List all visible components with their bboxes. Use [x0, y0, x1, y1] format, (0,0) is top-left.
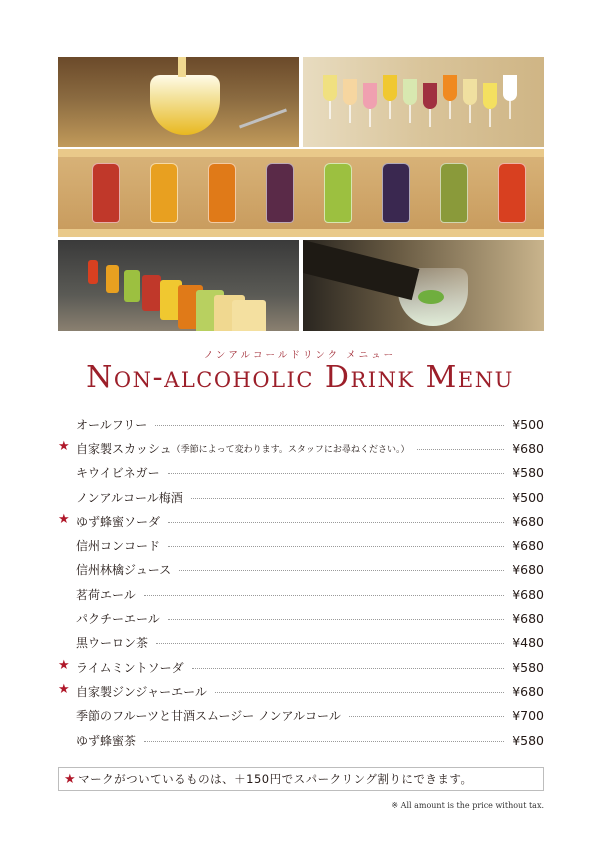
star-icon: ★ [58, 439, 70, 455]
menu-item-price: ¥500 [512, 416, 544, 432]
menu-item-name: 信州コンコード [76, 539, 161, 554]
glass-stem [349, 105, 351, 123]
menu-item-price: ¥580 [512, 465, 544, 481]
glass-stem [509, 101, 511, 119]
menu-item [58, 655, 544, 679]
photo-sparkling-pour [303, 240, 544, 331]
menu-item-note: （季節によって変わります。スタッフにお尋ねください。） [171, 444, 410, 455]
dotted-leader [349, 716, 504, 717]
menu-item-price: ¥700 [512, 708, 544, 724]
dotted-leader [192, 668, 505, 669]
menu-item-name: 季節のフルーツと甘酒スムージー ノンアルコール [76, 709, 341, 724]
menu-item [58, 509, 544, 533]
jar-image [382, 163, 410, 223]
notice-text: マークがついているものは、＋150円でスパークリング割りにできます。 [78, 772, 473, 786]
dotted-leader [155, 425, 504, 426]
menu-item [58, 631, 544, 655]
menu-item [58, 485, 544, 509]
menu-item-price: ¥680 [512, 683, 544, 699]
jar-image [324, 163, 352, 223]
menu-item [58, 704, 544, 728]
jar-image [266, 163, 294, 223]
photo-beer-glass [58, 57, 299, 147]
menu-item-price: ¥680 [512, 611, 544, 627]
menu-item-price: ¥580 [512, 659, 544, 675]
star-icon: ★ [58, 512, 70, 528]
menu-item [58, 679, 544, 703]
glass-image [363, 83, 377, 109]
dotted-leader [144, 595, 504, 596]
dotted-leader [179, 570, 504, 571]
sparkling-notice [58, 767, 544, 791]
glass-stem [409, 105, 411, 123]
menu-item-price: ¥680 [512, 562, 544, 578]
menu-item-name: ゆず蜂蜜ソーダ [76, 514, 161, 529]
glass-image [403, 79, 417, 105]
menu-item-price: ¥680 [512, 440, 544, 456]
dotted-leader [191, 498, 504, 499]
counter-jar-image [232, 300, 266, 331]
glass-image [463, 79, 477, 105]
star-icon: ★ [58, 682, 70, 698]
glass-image [503, 75, 517, 101]
menu-item [58, 558, 544, 582]
menu-item [58, 728, 544, 752]
menu-item [58, 582, 544, 606]
dotted-leader [168, 546, 504, 547]
star-icon: ★ [64, 771, 77, 787]
glass-stem [449, 101, 451, 119]
glass-stem [429, 109, 431, 127]
menu-item-name: キウイビネガー [76, 466, 160, 481]
glass-image [443, 75, 457, 101]
menu-item-name: 信州林檎ジュース [76, 563, 172, 578]
dotted-leader [168, 473, 505, 474]
star-icon: ★ [58, 657, 70, 673]
photo-counter-jars [58, 240, 299, 331]
photo-jar-shelf [58, 149, 544, 237]
dotted-leader [168, 619, 504, 620]
menu-item-name: ライムミントソーダ [76, 660, 184, 675]
dotted-leader [156, 643, 504, 644]
glass-stem [469, 105, 471, 123]
glass-stem [389, 101, 391, 119]
photo-collage [58, 57, 544, 331]
dotted-leader [215, 692, 504, 693]
menu-item-name: 黒ウーロン茶 [76, 636, 149, 651]
menu-item [58, 436, 544, 460]
dotted-leader [417, 449, 504, 450]
menu-item-price: ¥680 [512, 538, 544, 554]
menu-item-name: ノンアルコール梅酒 [76, 490, 183, 505]
jar-image [92, 163, 120, 223]
dotted-leader [168, 522, 504, 523]
menu-item-name: 自家製ジンジャーエール [76, 684, 207, 699]
jar-image [440, 163, 468, 223]
menu-item-name: ゆず蜂蜜茶 [76, 733, 137, 748]
dotted-leader [144, 741, 504, 742]
jar-image [150, 163, 178, 223]
glass-stem [369, 109, 371, 127]
menu-item [58, 461, 544, 485]
counter-jar-image [142, 275, 161, 311]
counter-jar-image [88, 260, 98, 284]
drink-menu-list [58, 412, 544, 752]
photo-glasses-row [303, 57, 544, 147]
counter-jar-image [124, 270, 140, 302]
glass-stem [329, 101, 331, 119]
menu-subtitle: ノンアルコールドリンク メニュー [203, 350, 397, 361]
menu-item-name: パクチーエール [76, 612, 160, 627]
counter-jar-image [106, 265, 119, 293]
menu-item-price: ¥480 [512, 635, 544, 651]
menu-item-name: 茗荷エール [76, 587, 136, 602]
glass-image [483, 83, 497, 109]
menu-item-price: ¥500 [512, 489, 544, 505]
glass-stem [489, 109, 491, 127]
menu-item-name: 自家製スカッシュ [76, 441, 172, 456]
menu-item-price: ¥680 [512, 586, 544, 602]
jar-image [498, 163, 526, 223]
jar-image [208, 163, 236, 223]
menu-item-name: オールフリー [76, 417, 148, 432]
tax-footnote: ※ All amount is the price without tax. [391, 801, 544, 810]
menu-item [58, 412, 544, 436]
glass-image [323, 75, 337, 101]
glass-image [343, 79, 357, 105]
menu-item-price: ¥680 [512, 513, 544, 529]
menu-item [58, 533, 544, 557]
menu-item-price: ¥580 [512, 732, 544, 748]
glass-image [383, 75, 397, 101]
glass-image [423, 83, 437, 109]
menu-title: Non-alcoholic Drink Menu [86, 360, 514, 395]
menu-item [58, 606, 544, 630]
